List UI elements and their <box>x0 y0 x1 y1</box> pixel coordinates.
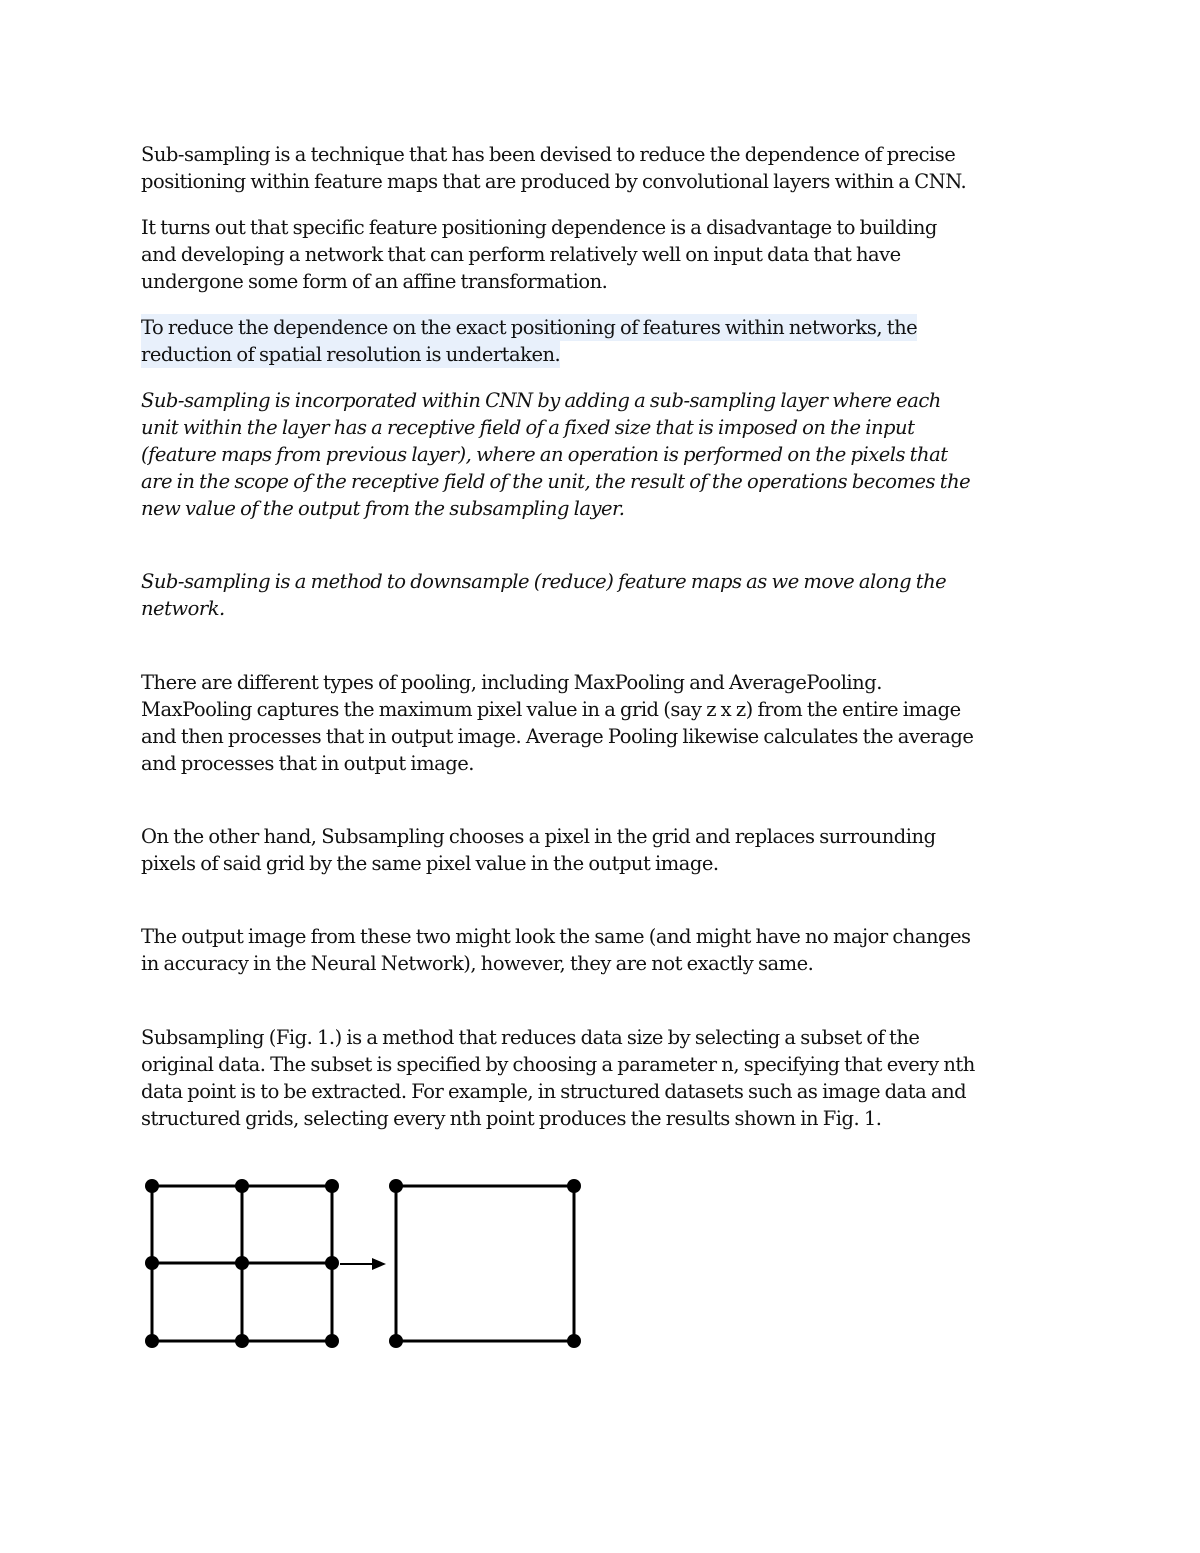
text-line: structured grids, selecting every nth point produces the results shown in Fig. 1. <box>141 1107 882 1130</box>
paragraph-pooling-types <box>141 669 973 777</box>
text-line: On the other hand, Subsampling chooses a pixel in the grid and replaces surrounding <box>141 825 936 848</box>
arrow-right-icon <box>340 1258 386 1270</box>
text-line: and developing a network that can perform relatively well on input data that have <box>141 243 901 266</box>
text-line-selected: To reduce the dependence on the exact positioning of features within networks, the <box>141 316 918 339</box>
text-line: pixels of said grid by the same pixel value in the output image. <box>141 852 719 875</box>
text-line: undergone some form of an affine transformation. <box>141 270 608 293</box>
paragraph-subsampling-pixel <box>141 823 936 877</box>
text-line: and then processes that in output image. Average Pooling likewise calculates the average <box>141 725 974 748</box>
text-line: Sub-sampling is a technique that has been devised to reduce the dependence of precise <box>141 143 956 166</box>
text-line: original data. The subset is specified by choosing a parameter n, specifying that every nth <box>141 1053 975 1076</box>
text-line-selected: reduction of spatial resolution is undertaken. <box>141 343 561 366</box>
grid-node <box>325 1334 339 1348</box>
text-line: in accuracy in the Neural Network), however, they are not exactly same. <box>141 952 814 975</box>
grid-node <box>145 1256 159 1270</box>
text-line: new value of the output from the subsampling layer. <box>141 497 625 520</box>
text-line: The output image from these two might look the same (and might have no major changes <box>141 925 971 948</box>
text-line: positioning within feature maps that are produced by convolutional layers within a CNN. <box>141 170 967 193</box>
output-grid-border <box>396 1186 574 1341</box>
text-line: Subsampling (Fig. 1.) is a method that reduces data size by selecting a subset of the <box>141 1026 920 1049</box>
grid-node <box>235 1256 249 1270</box>
paragraph-highlighted-selection <box>141 314 917 368</box>
grid-node <box>145 1334 159 1348</box>
grid-node <box>389 1179 403 1193</box>
text-line: and processes that in output image. <box>141 752 474 775</box>
paragraph-subsampling-layer <box>141 387 970 522</box>
text-line: MaxPooling captures the maximum pixel value in a grid (say z x z) from the entire image <box>141 698 961 721</box>
output-grid-2x2 <box>396 1186 574 1341</box>
grid-node <box>325 1256 339 1270</box>
subsampling-figure <box>140 1172 600 1352</box>
grid-node <box>389 1334 403 1348</box>
grid-node <box>145 1179 159 1193</box>
paragraph-positioning-dependence <box>141 214 937 295</box>
text-line: There are different types of pooling, including MaxPooling and AveragePooling. <box>141 671 882 694</box>
grid-node <box>325 1179 339 1193</box>
paragraph-fig1-description <box>141 1024 975 1132</box>
text-line: unit within the layer has a receptive field of a fixed size that is imposed on the input <box>141 416 915 439</box>
paragraph-downsample-definition <box>141 568 946 622</box>
grid-node <box>235 1334 249 1348</box>
text-line: It turns out that specific feature positioning dependence is a disadvantage to building <box>141 216 937 239</box>
grid-node <box>235 1179 249 1193</box>
paragraph-output-comparison <box>141 923 971 977</box>
text-line: are in the scope of the receptive field of the unit, the result of the operations becomes the <box>141 470 971 493</box>
grid-node <box>567 1334 581 1348</box>
grid-node <box>567 1179 581 1193</box>
output-grid-nodes <box>389 1179 581 1348</box>
paragraph-subsampling-intro <box>141 141 966 195</box>
text-line: Sub-sampling is incorporated within CNN by adding a sub-sampling layer where each <box>141 389 941 412</box>
text-line: data point is to be extracted. For example, in structured datasets such as image data and <box>141 1080 967 1103</box>
text-line: Sub-sampling is a method to downsample (reduce) feature maps as we move along the <box>141 570 947 593</box>
text-line: network. <box>141 597 225 620</box>
text-line: (feature maps from previous layer), where an operation is performed on the pixels that <box>141 443 948 466</box>
